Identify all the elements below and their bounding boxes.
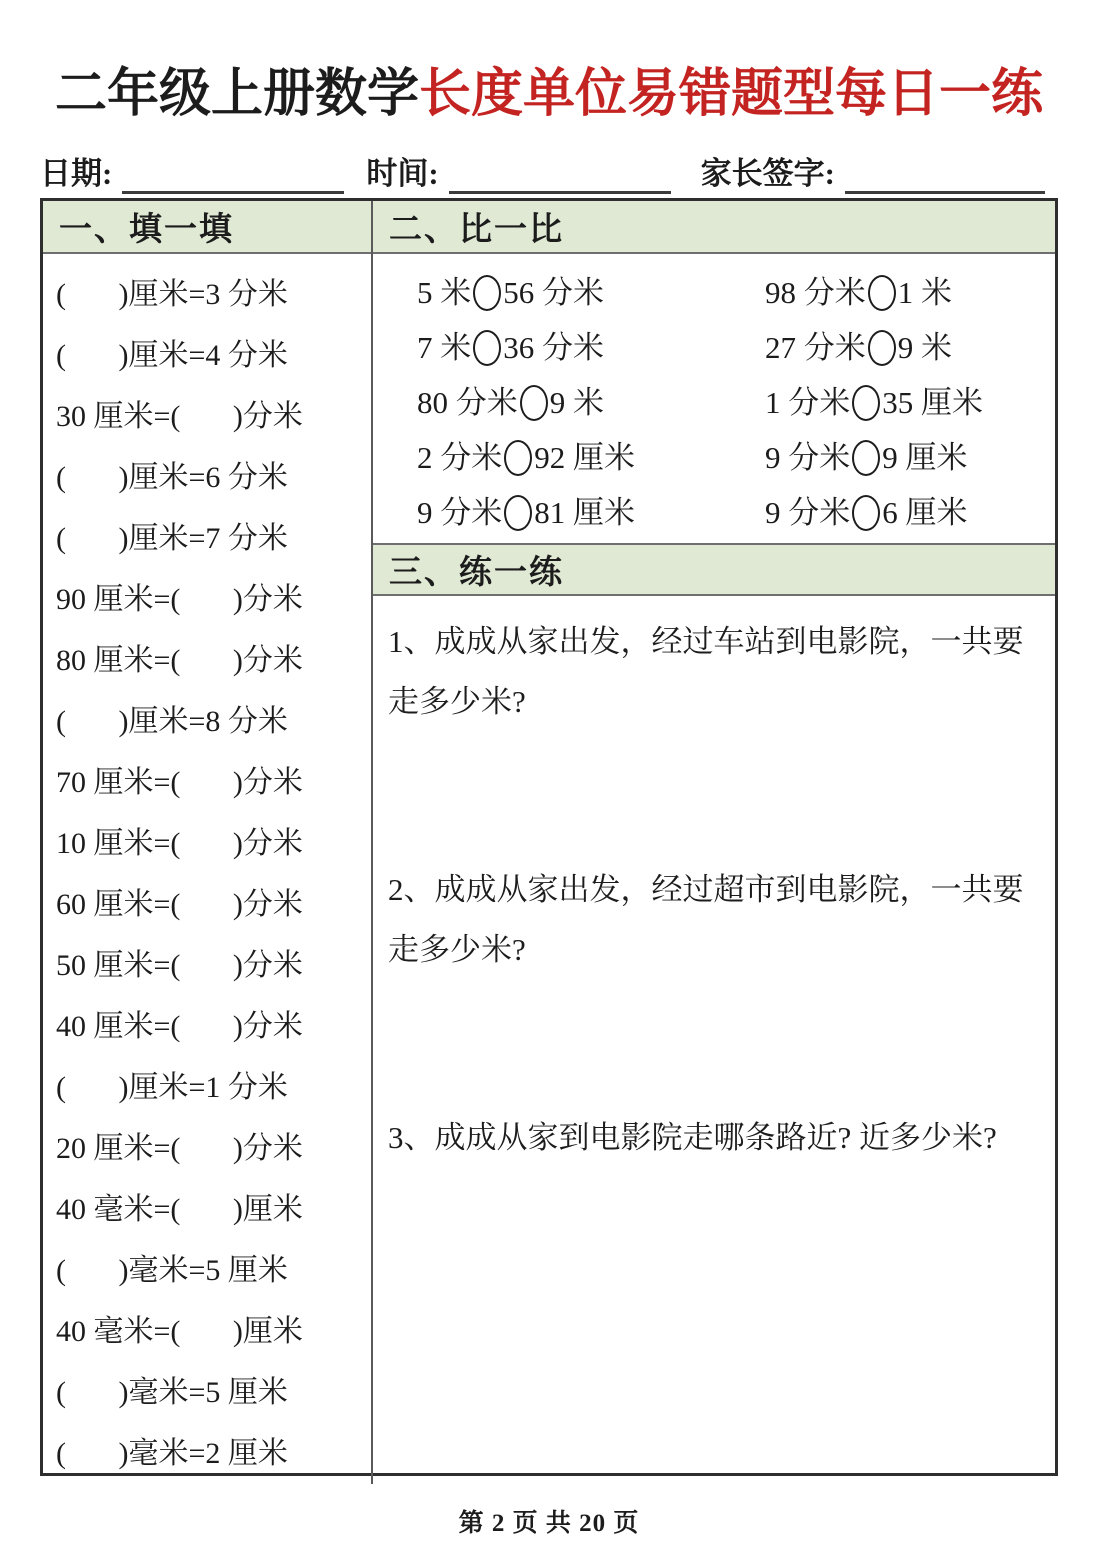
- practice-section: [373, 596, 1055, 1484]
- fill-list: [43, 254, 371, 1484]
- compare-right-value: 92 厘米: [534, 440, 635, 475]
- compare-left-value: 1 分米: [765, 385, 851, 420]
- compare-item: [765, 377, 983, 422]
- fill-item: ( )毫米=2 厘米: [56, 1437, 288, 1470]
- compare-item: [765, 487, 968, 532]
- compare-left-value: 98 分米: [765, 275, 866, 310]
- compare-item: [765, 432, 968, 477]
- worksheet-table: [40, 198, 1058, 1476]
- comparison-circle: [520, 385, 548, 421]
- compare-left-value: 9 分米: [765, 495, 851, 530]
- fill-section: [43, 201, 373, 1484]
- fill-item: ( )厘米=1 分米: [56, 1071, 288, 1104]
- compare-right-value: 1 米: [897, 275, 952, 310]
- compare-section: [373, 254, 1055, 543]
- fill-item: ( )毫米=5 厘米: [56, 1376, 288, 1409]
- practice-section-heading: 三、练一练: [373, 543, 1055, 596]
- compare-right-value: 36 分米: [503, 330, 604, 365]
- compare-right-value: 35 厘米: [882, 385, 983, 420]
- compare-right-value: 9 米: [549, 385, 604, 420]
- compare-left-value: 9 分米: [765, 440, 851, 475]
- fill-section-heading: 一、填一填: [43, 201, 371, 254]
- comparison-circle: [504, 440, 532, 476]
- compare-item: [417, 322, 765, 367]
- title-grade-part: 二年级上册数学: [54, 66, 419, 123]
- fill-item: 10 厘米=( )分米: [56, 827, 303, 860]
- compare-right-value: 6 厘米: [882, 495, 968, 530]
- compare-left-value: 80 分米: [417, 385, 518, 420]
- fill-item: ( )厘米=7 分米: [56, 522, 288, 555]
- compare-right-value: 9 厘米: [882, 440, 968, 475]
- compare-row: [417, 432, 1047, 477]
- fill-item: ( )毫米=5 厘米: [56, 1254, 288, 1287]
- fill-item: 30 厘米=( )分米: [56, 400, 303, 433]
- compare-item: [417, 432, 765, 477]
- page-title: [40, 56, 1058, 134]
- comparison-circle: [868, 330, 896, 366]
- compare-row: [417, 267, 1047, 312]
- fill-item: ( )厘米=8 分米: [56, 705, 288, 738]
- fill-item: ( )厘米=3 分米: [56, 278, 288, 311]
- practice-problem: 1、成成从家出发，经过车站到电影院，一共要走多少米?: [388, 624, 1024, 719]
- practice-problem: 2、成成从家出发，经过超市到电影院，一共要走多少米?: [388, 872, 1024, 967]
- fill-item: 50 厘米=( )分米: [56, 949, 303, 982]
- fill-item: ( )厘米=6 分米: [56, 461, 288, 494]
- compare-item: [765, 267, 952, 312]
- compare-item: [765, 322, 952, 367]
- compare-left-value: 7 米: [417, 330, 472, 365]
- title-topic-part: 长度单位易错题型每日一练: [419, 66, 1044, 123]
- comparison-circle: [504, 495, 532, 531]
- signature-label: 家长签字:: [700, 156, 835, 191]
- compare-item: [417, 487, 765, 532]
- comparison-circle: [852, 385, 880, 421]
- fill-item: 40 毫米=( )厘米: [56, 1315, 303, 1348]
- time-label: 时间:: [366, 156, 439, 191]
- compare-row: [417, 377, 1047, 422]
- fill-item: 90 厘米=( )分米: [56, 583, 303, 616]
- comparison-circle: [852, 495, 880, 531]
- comparison-circle: [473, 275, 501, 311]
- fill-item: 60 厘米=( )分米: [56, 888, 303, 921]
- comparison-circle: [852, 440, 880, 476]
- time-blank-line: [449, 158, 671, 194]
- fill-item: ( )厘米=4 分米: [56, 339, 288, 372]
- practice-problem: 3、成成从家到电影院走哪条路近? 近多少米?: [388, 1120, 997, 1155]
- compare-row: [417, 322, 1047, 367]
- signature-blank-line: [845, 158, 1045, 194]
- date-blank-line: [122, 158, 344, 194]
- comparison-circle: [473, 330, 501, 366]
- fill-item: 40 毫米=( )厘米: [56, 1193, 303, 1226]
- compare-item: [417, 377, 765, 422]
- fill-item: 80 厘米=( )分米: [56, 644, 303, 677]
- compare-row: [417, 487, 1047, 532]
- compare-item: [417, 267, 765, 312]
- right-column: [373, 201, 1055, 1484]
- page-footer: 第 2 页 共 20 页: [458, 1510, 640, 1537]
- fill-item: 20 厘米=( )分米: [56, 1132, 303, 1165]
- fill-item: 70 厘米=( )分米: [56, 766, 303, 799]
- date-label: 日期:: [40, 156, 113, 191]
- compare-right-value: 81 厘米: [534, 495, 635, 530]
- compare-left-value: 27 分米: [765, 330, 866, 365]
- comparison-circle: [868, 275, 896, 311]
- compare-left-value: 5 米: [417, 275, 472, 310]
- fill-item: 40 厘米=( )分米: [56, 1010, 303, 1043]
- compare-left-value: 9 分米: [417, 495, 503, 530]
- compare-right-value: 56 分米: [503, 275, 604, 310]
- compare-left-value: 2 分米: [417, 440, 503, 475]
- meta-row: [40, 146, 1058, 194]
- compare-section-heading: 二、比一比: [373, 201, 1055, 254]
- compare-right-value: 9 米: [897, 330, 952, 365]
